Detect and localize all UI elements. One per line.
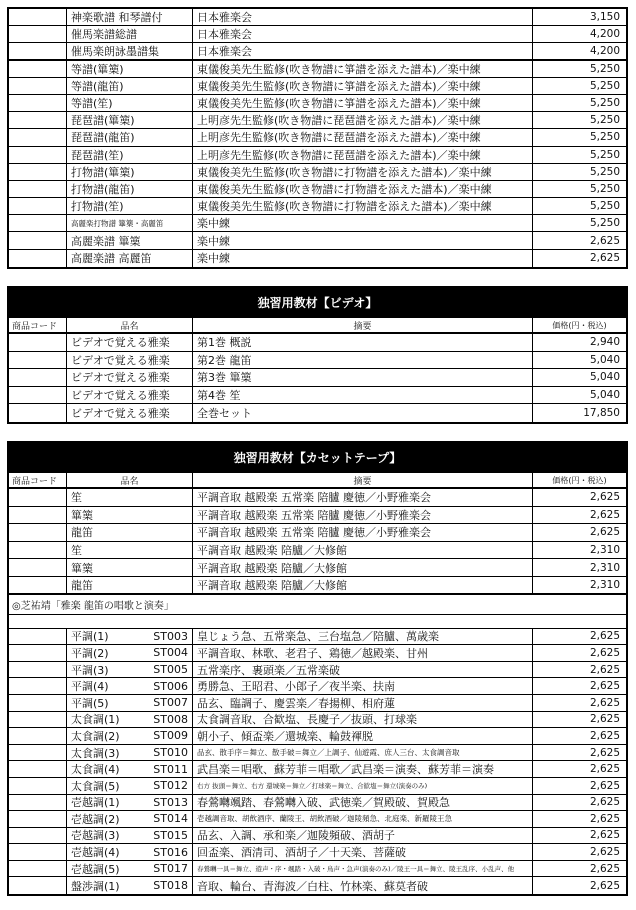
table-row xyxy=(9,662,626,679)
product-name: 盤渉調(1) xyxy=(71,879,120,893)
price-cell: 2,310 xyxy=(589,578,620,591)
product-name-cell xyxy=(67,215,193,231)
product-code-cell xyxy=(9,728,67,744)
product-code-cell xyxy=(9,877,67,894)
product-code-cell xyxy=(9,369,67,386)
product-name-cell xyxy=(67,112,193,128)
product-code-cell xyxy=(9,761,67,777)
catalog-number: ST018 xyxy=(153,879,188,893)
price-cell: 2,625 xyxy=(589,763,620,776)
price-cell: 5,250 xyxy=(589,131,620,144)
table-row xyxy=(9,877,626,894)
product-code-cell xyxy=(9,352,67,369)
product-code-cell xyxy=(9,678,67,694)
price-cell: 5,250 xyxy=(589,165,620,178)
price-cell: 2,625 xyxy=(589,862,620,875)
price-cell: 2,625 xyxy=(589,234,620,247)
product-name-cell xyxy=(67,761,193,777)
table-row xyxy=(9,215,626,232)
section-title: 独習用教材【ビデオ】 xyxy=(9,288,626,318)
product-name-cell xyxy=(67,78,193,94)
table-row xyxy=(9,645,626,662)
price-cell: 2,625 xyxy=(589,508,620,521)
description-cell: 平調音取 越殿楽 陪臚／大修館 xyxy=(193,542,533,559)
product-code-cell xyxy=(9,387,67,404)
product-code-cell xyxy=(9,164,67,180)
table-row xyxy=(9,95,626,112)
price-cell: 2,625 xyxy=(589,696,620,709)
description-cell: 東儀俊美先生監修(吹き物譜に打物譜を添えた譜本)／楽中練 xyxy=(193,198,533,214)
price-cell: 2,310 xyxy=(589,544,620,557)
table-row xyxy=(9,250,626,267)
product-name-cell xyxy=(67,250,193,267)
catalog-number: ST010 xyxy=(153,746,188,760)
product-name-cell xyxy=(67,26,193,42)
price-cell: 5,250 xyxy=(589,62,620,75)
description-cell: 回盃楽、酒清司、酒胡子／十天楽、菩薩破 xyxy=(193,844,533,860)
price-cell: 5,250 xyxy=(589,79,620,92)
price-cell: 5,250 xyxy=(589,217,620,230)
catalog-number: ST014 xyxy=(153,812,188,826)
product-name: 等譜(篳篥) xyxy=(71,62,124,76)
price-cell: 2,625 xyxy=(589,829,620,842)
product-name: 琵琶譜(龍笛) xyxy=(71,131,135,145)
product-code-cell xyxy=(9,695,67,711)
product-name-cell xyxy=(67,542,193,559)
product-name-cell xyxy=(67,778,193,794)
description-cell: 平調音取 越殿楽 五常楽 陪臚 慶徳／小野雅楽会 xyxy=(193,507,533,524)
table-row xyxy=(9,369,626,387)
product-name-cell xyxy=(67,861,193,877)
price-cell: 5,250 xyxy=(589,114,620,127)
product-name: 等譜(龍笛) xyxy=(71,79,124,93)
table-row xyxy=(9,334,626,352)
product-name: ビデオで覚える雅楽 xyxy=(71,388,170,402)
table-row xyxy=(9,198,626,215)
product-code-cell xyxy=(9,215,67,231)
product-code-cell xyxy=(9,334,67,351)
product-code-cell xyxy=(9,828,67,844)
product-name-cell xyxy=(67,745,193,761)
description-cell: 日本雅楽会 xyxy=(193,43,533,58)
price-cell: 2,625 xyxy=(589,879,620,892)
product-name-cell xyxy=(67,43,193,58)
description-cell: 武昌楽＝唱歌、蘇芳菲＝唱歌／武昌楽＝演奏、蘇芳菲＝演奏 xyxy=(193,761,533,777)
product-code-cell xyxy=(9,95,67,111)
product-name-cell xyxy=(67,198,193,214)
description-cell: 音取、輪台、青海波／白柱、竹林楽、蘇莫者破 xyxy=(193,877,533,894)
table-row xyxy=(9,577,626,595)
price-cell: 5,250 xyxy=(589,200,620,213)
description-cell: 第2巻 龍笛 xyxy=(193,352,533,369)
price-cell: 2,625 xyxy=(589,663,620,676)
catalog-number: ST009 xyxy=(153,729,188,743)
table-row xyxy=(9,542,626,560)
product-name-cell xyxy=(67,844,193,860)
table-row xyxy=(9,181,626,198)
product-name: 平調(2) xyxy=(71,646,109,660)
description-cell: 日本雅楽会 xyxy=(193,9,533,25)
table-row xyxy=(9,524,626,542)
price-cell: 2,625 xyxy=(589,526,620,539)
product-name-cell xyxy=(67,811,193,827)
product-code-cell xyxy=(9,645,67,661)
price-cell: 17,850 xyxy=(583,406,620,419)
description-cell: 東儀俊美先生監修(吹き物譜に打物譜を添えた譜本)／楽中練 xyxy=(193,164,533,180)
description-cell: 第4巻 笙 xyxy=(193,387,533,404)
price-cell: 2,625 xyxy=(589,646,620,659)
price-cell: 2,625 xyxy=(589,729,620,742)
description-cell: 春鶯囀颯踏、春鶯囀入破、武徳楽／賀殿破、賀殿急 xyxy=(193,795,533,811)
table-row xyxy=(9,129,626,146)
product-name: 龍笛 xyxy=(71,526,93,540)
catalog-number: ST003 xyxy=(153,629,188,643)
description-cell: 楽中練 xyxy=(193,215,533,231)
product-code-cell xyxy=(9,404,67,422)
product-name-cell xyxy=(67,61,193,77)
price-cell: 5,040 xyxy=(589,353,620,366)
product-name: 篳篥 xyxy=(71,561,93,575)
description-cell: 楽中練 xyxy=(193,232,533,248)
product-name-cell xyxy=(67,147,193,163)
table-row xyxy=(9,61,626,78)
description-cell: 平調音取、林歌、老君子、鶏徳／越殿楽、甘州 xyxy=(193,645,533,661)
product-name-cell xyxy=(67,877,193,894)
product-name: ビデオで覚える雅楽 xyxy=(71,353,170,367)
table-row xyxy=(9,861,626,878)
description-cell: 品玄、臨調子、慶雲楽／春揚柳、相府蓮 xyxy=(193,695,533,711)
table-row xyxy=(9,795,626,812)
description-cell: 東儀俊美先生監修(吹き物譜に箏譜を添えた譜本)／楽中練 xyxy=(193,61,533,77)
product-name: 等譜(笙) xyxy=(71,97,113,111)
price-cell: 5,250 xyxy=(589,97,620,110)
product-name: 平調(5) xyxy=(71,696,109,710)
price-cell: 2,625 xyxy=(589,680,620,693)
product-name: ビデオで覚える雅楽 xyxy=(71,406,170,420)
catalog-number: ST015 xyxy=(153,828,188,842)
product-name-cell xyxy=(67,387,193,404)
description-cell: 朝小子、傾盃楽／還城楽、輪鼓褌脱 xyxy=(193,728,533,744)
product-name-cell xyxy=(67,129,193,145)
product-name-cell xyxy=(67,369,193,386)
table-row xyxy=(9,78,626,95)
product-name-cell xyxy=(67,662,193,678)
header-price: 価格(円・税込) xyxy=(552,320,607,330)
product-name-cell xyxy=(67,795,193,811)
catalog-number: ST011 xyxy=(153,762,188,776)
section-title: 独習用教材【カセットテープ】 xyxy=(9,443,626,473)
price-cell: 2,625 xyxy=(589,252,620,265)
product-code-cell xyxy=(9,524,67,541)
price-cell: 2,625 xyxy=(589,796,620,809)
product-name: 高麗楽譜 高麗笛 xyxy=(71,252,152,266)
score-books-table xyxy=(7,7,628,269)
product-name: 打物譜(笙) xyxy=(71,200,124,214)
product-name: 笙 xyxy=(71,544,82,558)
price-cell: 2,625 xyxy=(589,746,620,759)
product-name: 催馬楽朗詠墨譜集 xyxy=(71,44,159,58)
product-name: 壱越調(3) xyxy=(71,829,120,843)
description-cell: 品玄、入調、承和楽／迦陵頻破、酒胡子 xyxy=(193,828,533,844)
description-cell: 品玄、散手序＝舞立、散手破＝舞立／上調子、仙遊霞、庶人三台、太食調音取 xyxy=(193,745,533,761)
table-row xyxy=(9,404,626,422)
product-name-cell xyxy=(67,95,193,111)
product-name: 催馬楽譜総譜 xyxy=(71,28,137,42)
header-item: 品名 xyxy=(67,473,193,487)
catalog-number: ST004 xyxy=(153,646,188,660)
spacer-row xyxy=(9,615,626,629)
table-row xyxy=(9,844,626,861)
table-row xyxy=(9,112,626,129)
description-cell: 日本雅楽会 xyxy=(193,26,533,42)
header-item: 品名 xyxy=(67,318,193,332)
table-row xyxy=(9,678,626,695)
price-cell: 3,150 xyxy=(589,11,620,24)
table-row xyxy=(9,712,626,729)
table-row xyxy=(9,387,626,405)
product-name: 高麗楽譜 篳篥 xyxy=(71,234,141,248)
product-name: 平調(3) xyxy=(71,663,109,677)
product-code-cell xyxy=(9,844,67,860)
product-code-cell xyxy=(9,232,67,248)
description-cell: 上明彦先生監修(吹き物譜に琵琶譜を添えた譜本)／楽中練 xyxy=(193,147,533,163)
product-name: 壱越調(2) xyxy=(71,812,120,826)
product-code-cell xyxy=(9,712,67,728)
price-cell: 2,625 xyxy=(589,630,620,643)
product-name-cell xyxy=(67,334,193,351)
price-cell: 5,040 xyxy=(589,388,620,401)
product-name-cell xyxy=(67,489,193,506)
table-row xyxy=(9,147,626,164)
description-cell: 平調音取 越殿楽 陪臚／大修館 xyxy=(193,559,533,576)
price-cell: 4,200 xyxy=(589,28,620,41)
product-name: ビデオで覚える雅楽 xyxy=(71,336,170,350)
product-name: 壱越調(1) xyxy=(71,796,120,810)
table-row xyxy=(9,559,626,577)
product-name-cell xyxy=(67,828,193,844)
catalog-number: ST006 xyxy=(153,679,188,693)
table-row xyxy=(9,9,626,26)
product-code-cell xyxy=(9,489,67,506)
header-code: 商品コード xyxy=(9,318,67,332)
product-name-cell xyxy=(67,232,193,248)
description-cell: 太食調音取、合歓塩、長慶子／抜頭、打球楽 xyxy=(193,712,533,728)
product-name-cell xyxy=(67,181,193,197)
catalog-number: ST016 xyxy=(153,845,188,859)
product-name-cell xyxy=(67,678,193,694)
product-code-cell xyxy=(9,198,67,214)
product-name: 太食調(3) xyxy=(71,746,120,760)
product-name-cell xyxy=(67,577,193,593)
price-cell: 2,625 xyxy=(589,846,620,859)
cassette-materials-table xyxy=(7,441,628,896)
description-cell: 東儀俊美先生監修(吹き物譜に打物譜を添えた譜本)／楽中練 xyxy=(193,181,533,197)
catalog-number: ST013 xyxy=(153,795,188,809)
price-cell: 5,040 xyxy=(589,371,620,384)
table-row xyxy=(9,745,626,762)
description-cell: 第1巻 概説 xyxy=(193,334,533,351)
product-name-cell xyxy=(67,404,193,422)
table-row xyxy=(9,811,626,828)
product-name-cell xyxy=(67,352,193,369)
description-cell: 全巻セット xyxy=(193,404,533,422)
product-code-cell xyxy=(9,861,67,877)
product-code-cell xyxy=(9,26,67,42)
price-cell: 5,250 xyxy=(589,148,620,161)
product-code-cell xyxy=(9,147,67,163)
product-name: 太食調(1) xyxy=(71,713,120,727)
product-name-cell xyxy=(67,645,193,661)
product-name-cell xyxy=(67,559,193,576)
product-name-cell xyxy=(67,629,193,645)
description-cell: 平調音取 越殿楽 五常楽 陪臚 慶徳／小野雅楽会 xyxy=(193,489,533,506)
price-cell: 2,625 xyxy=(589,491,620,504)
product-name-cell xyxy=(67,524,193,541)
product-code-cell xyxy=(9,250,67,267)
table-row xyxy=(9,778,626,795)
product-code-cell xyxy=(9,542,67,559)
product-code-cell xyxy=(9,778,67,794)
product-code-cell xyxy=(9,662,67,678)
product-name-cell xyxy=(67,164,193,180)
table-row xyxy=(9,352,626,370)
description-cell: 五常楽序、裹頭楽／五常楽破 xyxy=(193,662,533,678)
header-code: 商品コード xyxy=(9,473,67,487)
catalog-number: ST012 xyxy=(153,779,188,793)
catalog-number: ST008 xyxy=(153,712,188,726)
price-cell: 2,310 xyxy=(589,561,620,574)
description-cell: 平調音取 越殿楽 五常楽 陪臚 慶徳／小野雅楽会 xyxy=(193,524,533,541)
description-cell: 東儀俊美先生監修(吹き物譜に箏譜を添えた譜本)／楽中練 xyxy=(193,78,533,94)
product-name: 壱越調(4) xyxy=(71,846,120,860)
catalog-number: ST017 xyxy=(153,862,188,876)
price-cell: 2,625 xyxy=(589,713,620,726)
product-code-cell xyxy=(9,811,67,827)
product-name: 琵琶譜(篳篥) xyxy=(71,114,135,128)
table-row xyxy=(9,761,626,778)
description-cell: 上明彦先生監修(吹き物譜に琵琶譜を添えた譜本)／楽中練 xyxy=(193,129,533,145)
product-name-cell xyxy=(67,695,193,711)
product-code-cell xyxy=(9,507,67,524)
product-name: 龍笛 xyxy=(71,578,93,592)
description-cell: 東儀俊美先生監修(吹き物譜に箏譜を添えた譜本)／楽中練 xyxy=(193,95,533,111)
description-cell: 壱越調音取、胡飲酒序、蘭陵王、胡飲酒破／迦陵頻急、北庭楽、新羅陵王急 xyxy=(193,811,533,827)
price-cell: 4,200 xyxy=(589,44,620,57)
description-cell: 勇勝急、王昭君、小郎子／夜半楽、扶南 xyxy=(193,678,533,694)
product-code-cell xyxy=(9,795,67,811)
table-row xyxy=(9,164,626,181)
description-cell: 春鶯囀一具＝舞立、遊声・序・颯踏・入破・鳥声・急声(演奏のみ)／陵王一具＝舞立、陵王乱序、小乱声、他 xyxy=(193,861,533,877)
table-row xyxy=(9,489,626,507)
catalog-number: ST007 xyxy=(153,696,188,710)
product-name-cell xyxy=(67,728,193,744)
product-name: 太食調(5) xyxy=(71,779,120,793)
product-name: 篳篥 xyxy=(71,508,93,522)
product-name: 琵琶譜(笙) xyxy=(71,148,124,162)
product-code-cell xyxy=(9,559,67,576)
product-name: 平調(1) xyxy=(71,630,109,644)
product-name: 神楽歌譜 和琴譜付 xyxy=(71,11,163,25)
product-code-cell xyxy=(9,112,67,128)
header-desc: 摘要 xyxy=(193,473,533,487)
product-name-cell xyxy=(67,9,193,25)
product-code-cell xyxy=(9,629,67,645)
product-name: 打物譜(篳篥) xyxy=(71,165,135,179)
table-row xyxy=(9,26,626,43)
product-code-cell xyxy=(9,577,67,593)
series-note: ◎芝祐靖「雅楽 龍笛の唱歌と演奏」 xyxy=(9,595,626,615)
table-row xyxy=(9,43,626,60)
product-name-cell xyxy=(67,507,193,524)
description-cell: 皇じょう急、五常楽急、三台塩急／陪臚、萬歳楽 xyxy=(193,629,533,645)
price-cell: 2,625 xyxy=(589,812,620,825)
table-row xyxy=(9,629,626,646)
table-header xyxy=(9,318,626,334)
table-row xyxy=(9,695,626,712)
price-cell: 2,625 xyxy=(589,779,620,792)
header-price: 価格(円・税込) xyxy=(552,475,607,485)
header-desc: 摘要 xyxy=(193,318,533,332)
product-name: 打物譜(龍笛) xyxy=(71,182,135,196)
video-materials-table xyxy=(7,286,628,424)
product-name: 太食調(4) xyxy=(71,763,120,777)
product-name: ビデオで覚える雅楽 xyxy=(71,371,170,385)
table-row xyxy=(9,232,626,249)
price-cell: 2,940 xyxy=(589,336,620,349)
description-cell: 右方 抜頭＝舞立、右方 還城楽＝舞立／打球楽＝舞立、合歓塩＝舞立(演奏のみ) xyxy=(193,778,533,794)
description-cell: 上明彦先生監修(吹き物譜に琵琶譜を添えた譜本)／楽中練 xyxy=(193,112,533,128)
price-cell: 5,250 xyxy=(589,182,620,195)
product-name: 太食調(2) xyxy=(71,729,120,743)
table-header xyxy=(9,473,626,489)
product-name: 高麗楽打物譜 篳篥・高麗笛 xyxy=(71,218,164,228)
table-row xyxy=(9,728,626,745)
table-row xyxy=(9,828,626,845)
description-cell: 楽中練 xyxy=(193,250,533,267)
product-name: 平調(4) xyxy=(71,680,109,694)
description-cell: 第3巻 篳篥 xyxy=(193,369,533,386)
catalog-number: ST005 xyxy=(153,663,188,677)
product-code-cell xyxy=(9,181,67,197)
product-code-cell xyxy=(9,43,67,58)
product-code-cell xyxy=(9,9,67,25)
description-cell: 平調音取 越殿楽 陪臚／大修館 xyxy=(193,577,533,593)
product-name: 壱越調(5) xyxy=(71,862,120,876)
product-name-cell xyxy=(67,712,193,728)
product-code-cell xyxy=(9,78,67,94)
product-code-cell xyxy=(9,129,67,145)
product-code-cell xyxy=(9,61,67,77)
table-row xyxy=(9,507,626,525)
product-code-cell xyxy=(9,745,67,761)
product-name: 笙 xyxy=(71,491,82,505)
